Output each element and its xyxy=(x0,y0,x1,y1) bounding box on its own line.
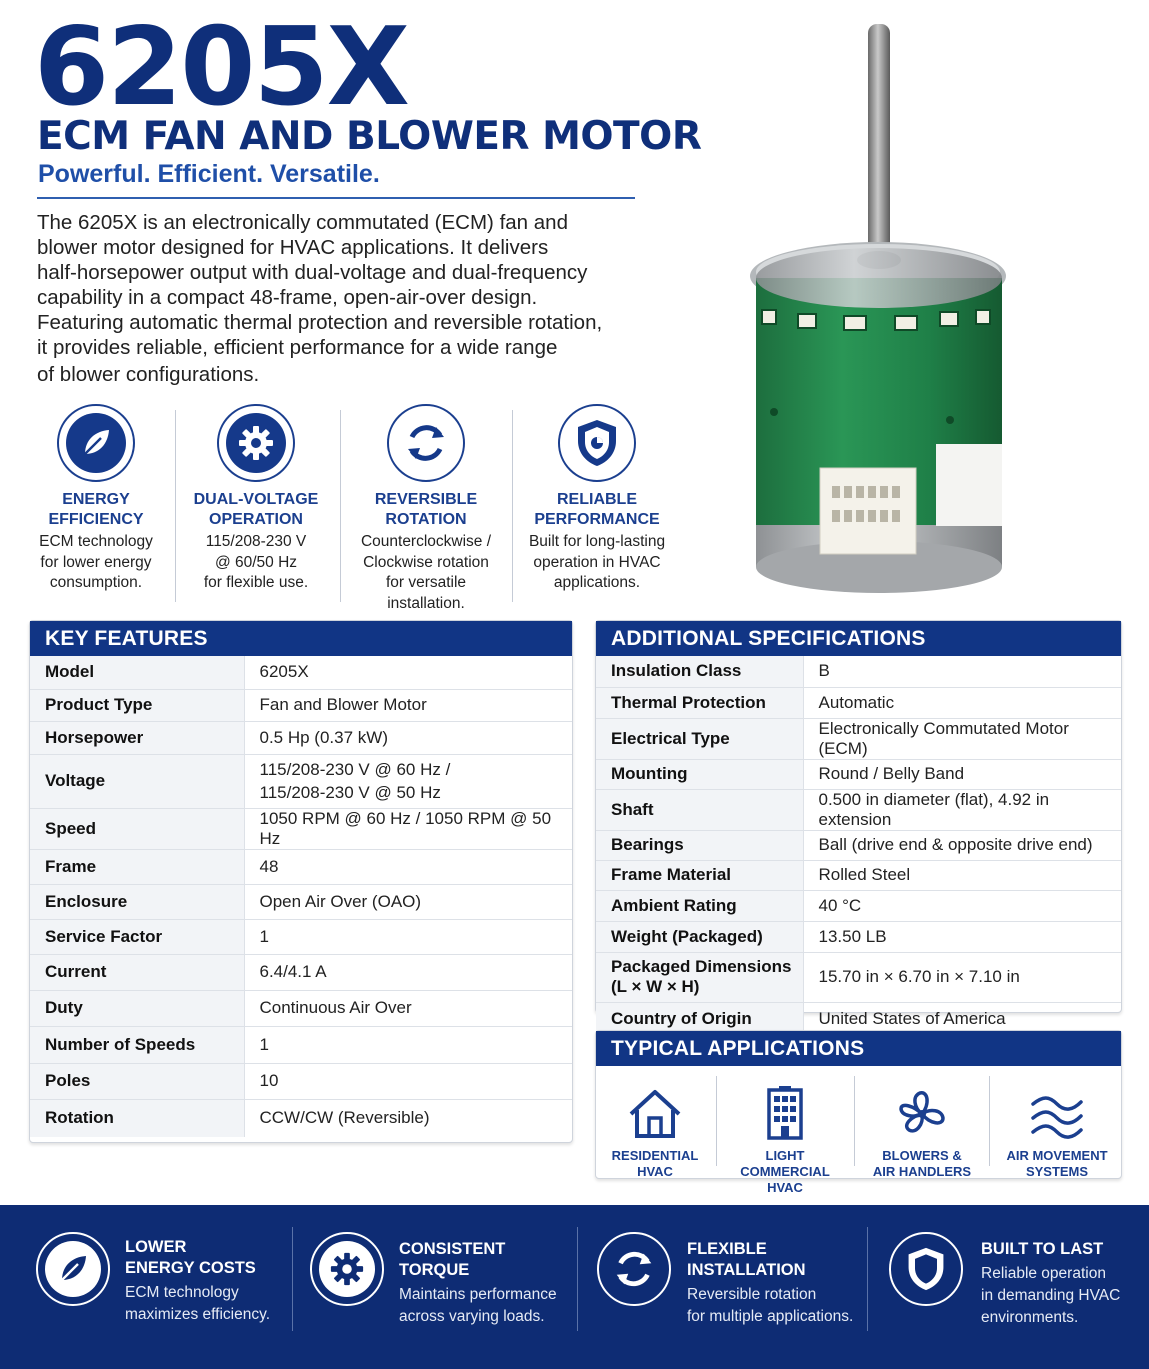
footer-text: across varying loads. xyxy=(399,1308,545,1325)
benefit-text: Clockwise rotation xyxy=(363,553,489,571)
footer-text: ECM technology xyxy=(125,1284,239,1301)
spec-label: Weight (Packaged) xyxy=(596,921,803,952)
table-row xyxy=(30,656,572,689)
key-features-table xyxy=(30,656,572,1137)
building-icon xyxy=(763,1084,807,1140)
benefit-text: ECM technology xyxy=(39,533,153,550)
spec-label: Thermal Protection xyxy=(596,687,803,718)
table-row xyxy=(596,718,1121,759)
spec-label: Horsepower xyxy=(30,721,244,754)
spec-label xyxy=(596,952,803,1002)
benefit-title: PERFORMANCE xyxy=(534,511,660,528)
benefit-energy-efficiency xyxy=(12,404,180,594)
spec-label-line: (L × W × H) xyxy=(611,977,700,996)
table-row xyxy=(30,721,572,754)
table-row xyxy=(596,890,1121,921)
applications-heading: TYPICAL APPLICATIONS xyxy=(596,1031,1121,1066)
spec-value: 0.5 Hp (0.37 kW) xyxy=(244,721,572,754)
description-line: Featuring automatic thermal protection and reversible rotation, xyxy=(37,311,603,334)
application-light-commercial-hvac xyxy=(720,1066,850,1196)
model-number: 6205X xyxy=(34,5,408,130)
footer-icon-ring xyxy=(310,1232,384,1306)
application-label: HVAC xyxy=(637,1164,673,1179)
benefits-row xyxy=(12,404,692,614)
gear-icon xyxy=(329,1251,365,1287)
spec-label: Model xyxy=(30,656,244,689)
benefit-icon-ring xyxy=(217,404,295,482)
application-label: RESIDENTIAL xyxy=(611,1148,699,1163)
table-row xyxy=(30,1063,572,1099)
table-row xyxy=(596,860,1121,890)
spec-value: Electronically Commutated Motor (ECM) xyxy=(803,718,1121,759)
description-line: The 6205X is an electronically commutated (ECM) fan and xyxy=(37,211,568,234)
spec-label: Voltage xyxy=(30,754,244,808)
spec-label: Country of Origin xyxy=(596,1002,803,1035)
leaf-icon xyxy=(79,426,113,460)
footer-text: environments. xyxy=(981,1309,1079,1326)
benefit-text: 115/208-230 V xyxy=(205,533,307,550)
benefit-reliable-performance xyxy=(513,404,681,594)
footer-text: in demanding HVAC xyxy=(981,1287,1121,1304)
table-row xyxy=(596,830,1121,860)
spec-value: Fan and Blower Motor xyxy=(244,689,572,721)
footer-icon-ring xyxy=(597,1232,671,1306)
benefit-text: consumption. xyxy=(49,574,143,591)
table-row xyxy=(596,952,1121,1002)
table-row xyxy=(30,754,572,808)
applications-panel xyxy=(595,1030,1122,1195)
fan-icon xyxy=(896,1088,948,1140)
benefit-text: for lower energy xyxy=(40,553,152,571)
table-row xyxy=(596,759,1121,789)
shield-icon xyxy=(573,417,621,469)
spec-value: 13.50 LB xyxy=(803,921,1121,952)
footer-text: for multiple applications. xyxy=(687,1308,854,1325)
spec-label: Speed xyxy=(30,808,244,849)
shield-icon xyxy=(904,1245,948,1293)
spec-value-line: 115/208-230 V @ 50 Hz xyxy=(259,783,441,802)
spec-label: Current xyxy=(30,954,244,990)
application-label: AIR HANDLERS xyxy=(872,1164,972,1179)
application-label: SYSTEMS xyxy=(1025,1164,1089,1179)
benefit-title: EFFICIENCY xyxy=(48,511,144,528)
description-line: capability in a compact 48-frame, open-air-over design. xyxy=(37,286,538,309)
table-row xyxy=(30,884,572,919)
spec-value: Open Air Over (OAO) xyxy=(244,884,572,919)
spec-label: Insulation Class xyxy=(596,656,803,687)
footer-text: Reversible rotation xyxy=(687,1286,817,1303)
spec-value: 1 xyxy=(244,919,572,954)
motor-image xyxy=(740,20,1020,620)
key-features-panel xyxy=(29,620,573,1143)
spec-label: Bearings xyxy=(596,830,803,860)
benefit-text: for flexible use. xyxy=(203,574,309,591)
benefit-icon-ring xyxy=(387,404,465,482)
spec-value: United States of America xyxy=(818,1008,1006,1028)
benefit-text: installation. xyxy=(387,594,465,612)
benefit-text: applications. xyxy=(553,574,641,591)
description-line: it provides reliable, efficient performance for a wide range xyxy=(37,336,558,359)
benefit-reversible-rotation xyxy=(342,404,510,614)
benefit-text: operation in HVAC xyxy=(533,553,661,571)
additional-specs-panel xyxy=(595,620,1122,1028)
spec-value: 15.70 in × 6.70 in × 7.10 in xyxy=(803,952,1121,1002)
spec-label: Rotation xyxy=(30,1099,244,1137)
benefit-text: Counterclockwise / xyxy=(360,533,492,550)
footer-lower-energy-costs xyxy=(0,1205,292,1369)
footer-flexible-installation xyxy=(577,1205,867,1369)
spec-label: Ambient Rating xyxy=(596,890,803,921)
spec-value: Continuous Air Over xyxy=(244,990,572,1026)
spec-label: Mounting xyxy=(596,759,803,789)
spec-value: B xyxy=(803,656,1121,687)
spec-value: 6205X xyxy=(244,656,572,689)
table-row xyxy=(596,687,1121,718)
table-row xyxy=(30,689,572,721)
benefit-title: OPERATION xyxy=(209,511,303,528)
benefit-icon-ring xyxy=(57,404,135,482)
benefit-title: ROTATION xyxy=(385,511,467,528)
spec-value: 40 °C xyxy=(803,890,1121,921)
benefit-text: @ 60/50 Hz xyxy=(214,553,298,571)
footer-built-to-last xyxy=(867,1205,1149,1369)
description-line: half-horsepower output with dual-voltage and dual-frequency xyxy=(37,261,588,284)
application-air-movement-systems xyxy=(992,1066,1122,1180)
footer-title: ENERGY COSTS xyxy=(125,1259,256,1277)
spec-value: 0.500 in diameter (flat), 4.92 in extension xyxy=(803,789,1121,830)
spec-label: Frame Material xyxy=(596,860,803,890)
application-label: HVAC xyxy=(767,1180,803,1195)
application-divider xyxy=(716,1076,717,1166)
spec-value xyxy=(244,754,572,808)
table-row xyxy=(30,990,572,1026)
spec-label: Electrical Type xyxy=(596,718,803,759)
additional-specs-table xyxy=(596,656,1121,1035)
rotation-arrows-icon xyxy=(609,1244,659,1294)
footer-consistent-torque xyxy=(292,1205,577,1369)
key-features-heading: KEY FEATURES xyxy=(30,621,572,656)
application-label: BLOWERS & xyxy=(882,1148,962,1163)
air-waves-icon xyxy=(1029,1092,1085,1140)
table-row xyxy=(30,954,572,990)
footer-icon-ring xyxy=(889,1232,963,1306)
spec-value: 1050 RPM @ 60 Hz / 1050 RPM @ 50 Hz xyxy=(244,808,572,849)
benefit-text: Built for long-lasting xyxy=(528,533,666,550)
spec-value: Ball (drive end & opposite drive end) xyxy=(803,830,1121,860)
table-row xyxy=(30,919,572,954)
application-divider xyxy=(989,1076,990,1166)
benefit-title: ENERGY xyxy=(62,491,130,508)
table-row xyxy=(30,808,572,849)
application-label: AIR MOVEMENT xyxy=(1006,1148,1108,1163)
spec-label: Service Factor xyxy=(30,919,244,954)
spec-value: 6.4/4.1 A xyxy=(244,954,572,990)
table-row xyxy=(596,656,1121,687)
additional-specs-heading: ADDITIONAL SPECIFICATIONS xyxy=(596,621,1121,656)
benefit-icon-ring xyxy=(558,404,636,482)
house-icon xyxy=(627,1088,683,1140)
table-row xyxy=(596,921,1121,952)
table-row xyxy=(30,1026,572,1063)
spec-value: Automatic xyxy=(803,687,1121,718)
application-label: LIGHT COMMERCIAL xyxy=(740,1148,830,1179)
footer-title: BUILT TO LAST xyxy=(981,1240,1104,1258)
footer-icon-ring xyxy=(36,1232,110,1306)
spec-value: 48 xyxy=(244,849,572,884)
spec-label: Duty xyxy=(30,990,244,1026)
title-divider xyxy=(37,197,635,199)
rotation-arrows-icon xyxy=(400,417,452,469)
description-line: blower motor designed for HVAC applications. It delivers xyxy=(37,236,549,259)
spec-value: Rolled Steel xyxy=(803,860,1121,890)
benefit-title: DUAL-VOLTAGE xyxy=(193,491,319,508)
application-residential-hvac xyxy=(590,1066,720,1180)
application-blowers-air-handlers xyxy=(857,1066,987,1180)
spec-value: 10 xyxy=(244,1063,572,1099)
spec-label: Poles xyxy=(30,1063,244,1099)
application-divider xyxy=(854,1076,855,1166)
benefit-text: for versatile xyxy=(385,574,467,591)
footer-band xyxy=(0,1205,1149,1369)
leaf-icon xyxy=(56,1252,90,1286)
spec-label: Number of Speeds xyxy=(30,1026,244,1063)
spec-value: CCW/CW (Reversible) xyxy=(259,1108,430,1128)
benefit-title: RELIABLE xyxy=(557,491,637,508)
footer-text: maximizes efficiency. xyxy=(125,1306,270,1323)
spec-label: Shaft xyxy=(596,789,803,830)
product-description xyxy=(37,210,637,387)
tagline: Powerful. Efficient. Versatile. xyxy=(38,160,380,188)
table-row xyxy=(30,849,572,884)
spec-value: Round / Belly Band xyxy=(803,759,1121,789)
footer-title: LOWER xyxy=(125,1238,187,1256)
spec-label: Enclosure xyxy=(30,884,244,919)
spec-value: 1 xyxy=(244,1026,572,1063)
product-title: ECM FAN AND BLOWER MOTOR xyxy=(37,114,702,159)
gear-icon xyxy=(237,424,275,462)
benefit-divider xyxy=(340,410,341,602)
footer-text: Reliable operation xyxy=(981,1265,1106,1282)
spec-label-line: Packaged Dimensions xyxy=(611,957,792,976)
footer-title: CONSISTENT TORQUE xyxy=(399,1240,506,1279)
spec-label: Frame xyxy=(30,849,244,884)
applications-row xyxy=(596,1066,1121,1195)
footer-text: Maintains performance xyxy=(399,1286,557,1303)
spec-value-line: 115/208-230 V @ 60 Hz / xyxy=(259,760,451,779)
benefit-dual-voltage xyxy=(172,404,340,594)
description-line: of blower configurations. xyxy=(37,363,260,386)
table-row xyxy=(30,1099,572,1137)
footer-title: FLEXIBLE INSTALLATION xyxy=(687,1240,806,1279)
spec-label: Product Type xyxy=(30,689,244,721)
benefit-title: REVERSIBLE xyxy=(374,491,478,508)
table-row xyxy=(596,789,1121,830)
